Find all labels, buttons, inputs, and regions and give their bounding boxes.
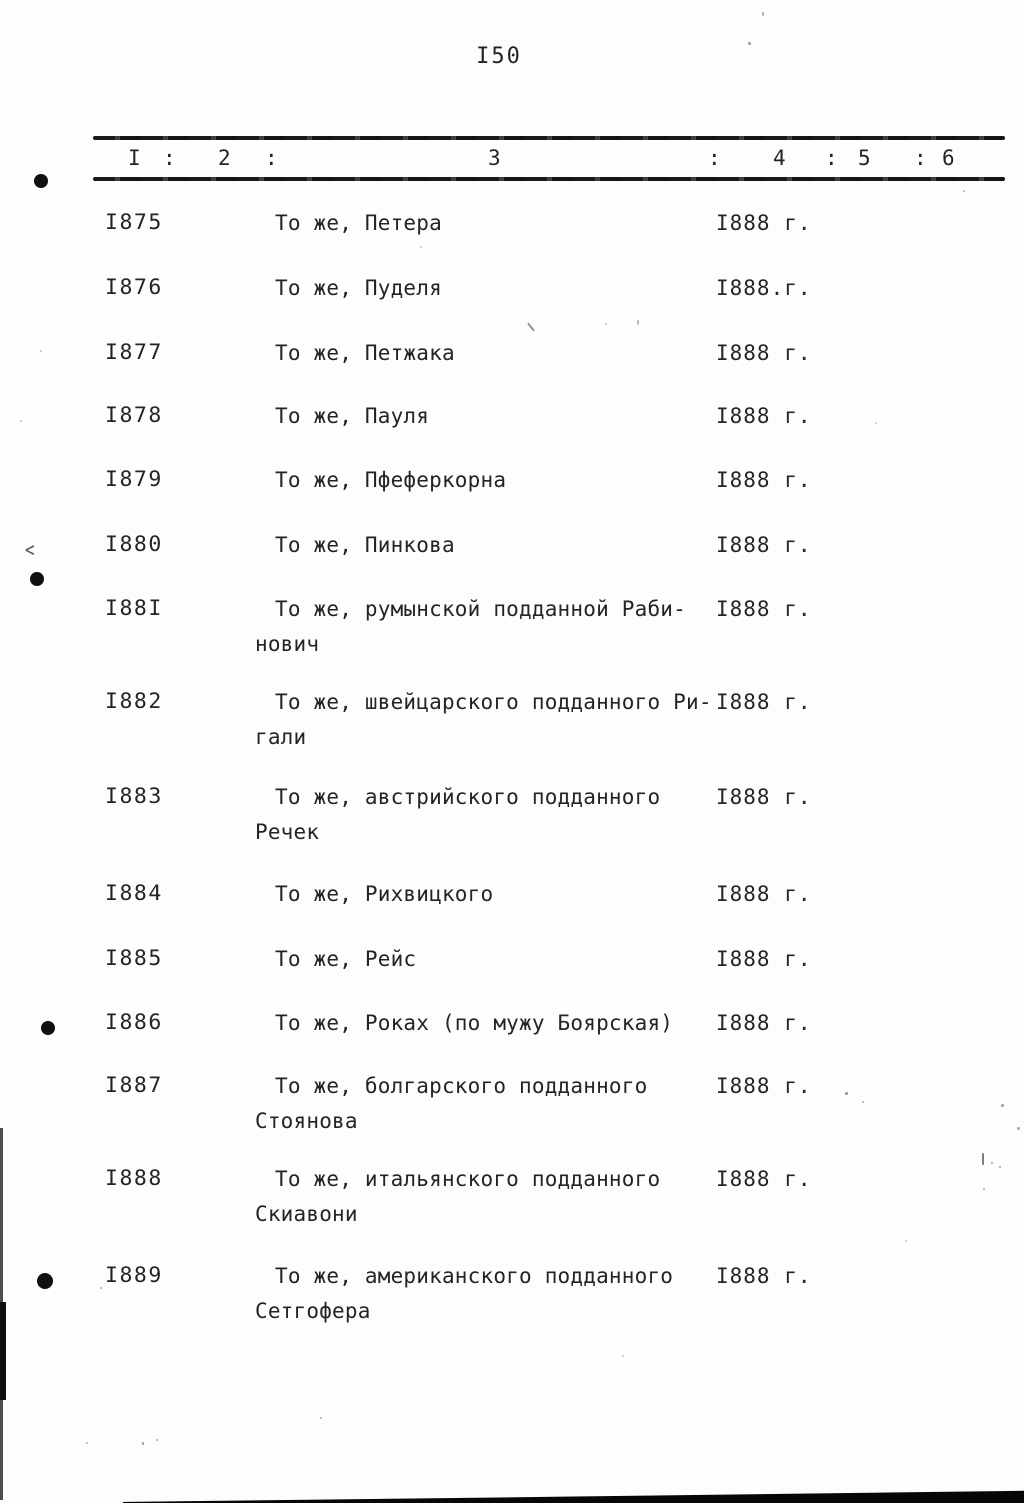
row-number: I885 bbox=[105, 946, 163, 971]
row-number: I877 bbox=[105, 340, 163, 365]
scan-speck bbox=[991, 1162, 993, 1164]
row-number: I883 bbox=[105, 784, 163, 809]
row-number: I889 bbox=[105, 1263, 163, 1288]
header-separator: : bbox=[914, 146, 928, 170]
page-number: I50 bbox=[476, 44, 522, 69]
scan-speck bbox=[622, 1355, 624, 1357]
row-date: I888 г. bbox=[716, 468, 812, 492]
row-description bbox=[255, 336, 733, 371]
header-column-label: 5 bbox=[858, 146, 872, 170]
row-description bbox=[255, 206, 733, 241]
scan-speck bbox=[1017, 1127, 1020, 1130]
row-description-line: Речек bbox=[255, 819, 320, 844]
header-separator: : bbox=[825, 146, 839, 170]
row-number: I884 bbox=[105, 881, 163, 906]
row-date: I888 г. bbox=[716, 533, 812, 557]
row-number: I876 bbox=[105, 275, 163, 300]
row-description-line: Скиавони bbox=[255, 1201, 358, 1226]
scan-speck bbox=[420, 246, 422, 248]
scan-speck bbox=[100, 1287, 102, 1289]
row-date: I888.г. bbox=[716, 276, 812, 300]
header-rule-bottom bbox=[93, 177, 1005, 181]
scan-speck bbox=[527, 322, 535, 331]
row-description bbox=[255, 1006, 733, 1041]
row-description-line: Сетгофера bbox=[255, 1298, 371, 1323]
scan-speck bbox=[320, 1417, 322, 1419]
row-description-line: То же, американского подданного bbox=[275, 1264, 674, 1288]
margin-bullet-mark bbox=[41, 1021, 55, 1035]
row-number: I878 bbox=[105, 403, 163, 428]
row-description-line: нович bbox=[255, 631, 320, 656]
row-number: I888 bbox=[105, 1166, 163, 1191]
row-description bbox=[255, 592, 733, 661]
row-description-line: То же, Пауля bbox=[275, 404, 430, 428]
row-date: I888 г. bbox=[716, 211, 812, 235]
table-header bbox=[93, 136, 1005, 182]
row-description-line: То же, Петера bbox=[275, 211, 442, 235]
row-description bbox=[255, 780, 733, 849]
scan-speck bbox=[999, 1166, 1001, 1168]
scan-speck bbox=[142, 1442, 144, 1445]
left-edge-thick-mark bbox=[0, 1302, 6, 1400]
row-description bbox=[255, 1069, 733, 1138]
scan-speck bbox=[1001, 1104, 1004, 1107]
bottom-scan-bar bbox=[0, 1486, 1024, 1503]
row-date: I888 г. bbox=[716, 1167, 812, 1191]
scan-speck bbox=[605, 323, 607, 325]
row-description bbox=[255, 942, 733, 977]
row-number: I880 bbox=[105, 532, 163, 557]
scan-speck bbox=[20, 420, 22, 422]
row-description bbox=[255, 1259, 733, 1328]
row-description-line: То же, Петжака bbox=[275, 341, 455, 365]
row-description bbox=[255, 463, 733, 498]
row-description bbox=[255, 528, 733, 563]
row-description bbox=[255, 271, 733, 306]
scan-speck bbox=[762, 12, 764, 16]
header-column-label: 6 bbox=[942, 146, 956, 170]
row-number: I879 bbox=[105, 467, 163, 492]
scan-speck bbox=[637, 320, 639, 325]
row-description bbox=[255, 877, 733, 912]
row-description-line: То же, Пинкова bbox=[275, 533, 455, 557]
row-date: I888 г. bbox=[716, 1011, 812, 1035]
header-column-label: 2 bbox=[218, 146, 232, 170]
margin-bullet-mark bbox=[30, 572, 44, 586]
row-description bbox=[255, 399, 733, 434]
row-date: I888 г. bbox=[716, 597, 812, 621]
row-date: I888 г. bbox=[716, 1074, 812, 1098]
scan-speck bbox=[982, 1153, 984, 1165]
scan-speck bbox=[963, 190, 965, 192]
scan-speck bbox=[983, 1188, 985, 1190]
row-number: I887 bbox=[105, 1073, 163, 1098]
scan-speck bbox=[156, 1439, 158, 1441]
row-date: I888 г. bbox=[716, 947, 812, 971]
scan-speck bbox=[40, 350, 42, 352]
margin-bullet-mark bbox=[37, 1273, 53, 1289]
row-date: I888 г. bbox=[716, 690, 812, 714]
row-description-line: Стоянова bbox=[255, 1108, 358, 1133]
row-description-line: То же, Роках (по мужу Боярская) bbox=[275, 1011, 674, 1035]
row-description-line: То же, Рихвицкого bbox=[275, 882, 494, 906]
scan-speck bbox=[845, 1092, 848, 1095]
row-date: I888 г. bbox=[716, 341, 812, 365]
row-date: I888 г. bbox=[716, 882, 812, 906]
angle-scan-mark: < bbox=[25, 537, 35, 562]
row-description-line: гали bbox=[255, 724, 307, 749]
row-number: I88I bbox=[105, 596, 163, 621]
row-description-line: То же, румынской подданной Раби- bbox=[275, 597, 686, 621]
row-description bbox=[255, 1162, 733, 1231]
header-column-label: 3 bbox=[488, 146, 502, 170]
row-description-line: То же, итальянского подданного bbox=[275, 1167, 661, 1191]
row-number: I875 bbox=[105, 210, 163, 235]
header-separator: : bbox=[163, 146, 177, 170]
row-description-line: То же, австрийского подданного bbox=[275, 785, 661, 809]
row-description bbox=[255, 685, 733, 754]
row-number: I886 bbox=[105, 1010, 163, 1035]
row-description-line: То же, Пуделя bbox=[275, 276, 442, 300]
header-rule-top bbox=[93, 136, 1005, 140]
row-description-line: То же, Пфеферкорна bbox=[275, 468, 507, 492]
row-date: I888 г. bbox=[716, 1264, 812, 1288]
header-column-label: I bbox=[128, 146, 142, 170]
scan-speck bbox=[875, 422, 877, 424]
row-description-line: То же, Рейс bbox=[275, 947, 417, 971]
row-number: I882 bbox=[105, 689, 163, 714]
row-description-line: То же, швейцарского подданного Ри- bbox=[275, 690, 712, 714]
scan-speck bbox=[862, 1101, 864, 1103]
header-separator: : bbox=[265, 146, 279, 170]
row-date: I888 г. bbox=[716, 404, 812, 428]
scan-speck bbox=[905, 1240, 907, 1242]
margin-bullet-mark bbox=[34, 174, 48, 188]
scan-speck bbox=[86, 1442, 88, 1444]
row-date: I888 г. bbox=[716, 785, 812, 809]
row-description-line: То же, болгарского подданного bbox=[275, 1074, 648, 1098]
scan-speck bbox=[748, 42, 751, 45]
header-column-label: 4 bbox=[773, 146, 787, 170]
header-separator: : bbox=[708, 146, 722, 170]
